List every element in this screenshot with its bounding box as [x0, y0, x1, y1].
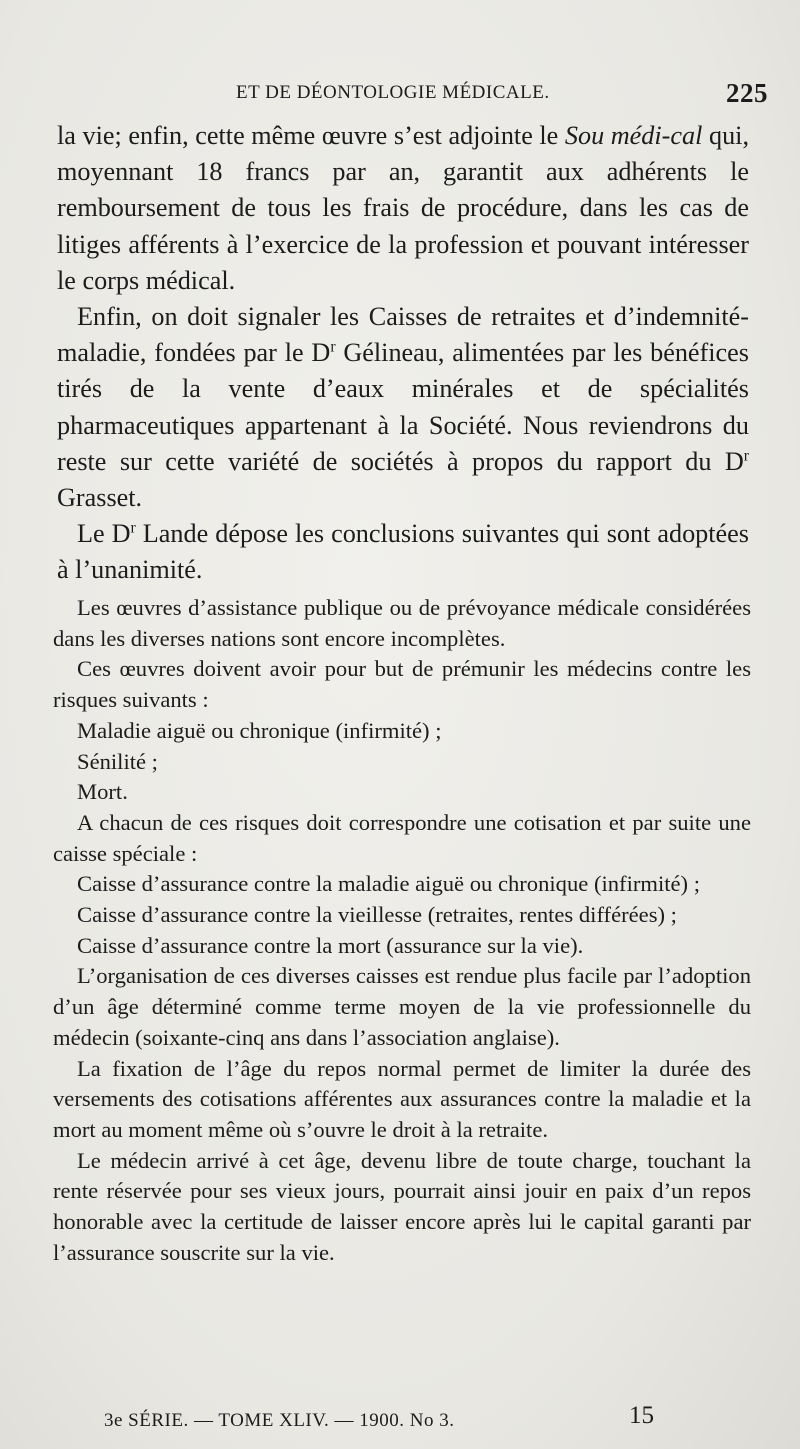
paragraph-lande: [57, 516, 749, 588]
conclusion-item: Caisse d’assurance contre la maladie aiguë ou chronique (infirmité) ;: [77, 871, 700, 897]
conclusion-item: Caisse d’assurance contre la vieillesse (retraites, rentes différées) ;: [77, 902, 677, 928]
running-title: ET DE DÉONTOLOGIE MÉDICALE.: [236, 82, 550, 103]
conclusion-item: Maladie aiguë ou chronique (infirmité) ;: [77, 717, 442, 743]
paragraph-sou-medical: [57, 118, 749, 299]
conclusion-item: Les œuvres d’assistance publique ou de prévoyance médicale considérées dans les diverses nations sont encore incomplètes.: [53, 595, 751, 651]
conclusion-item: Mort.: [77, 779, 128, 805]
text-segment: Lande dépose les conclusions suivantes qui sont adoptées à l’unanimité.: [57, 519, 749, 585]
paragraph-caisses-retraites: [57, 299, 749, 516]
text-segment: Enfin, on doit signaler les Caisses de retraites et d’indemnité-maladie, fondées par le D: [57, 302, 749, 368]
page-number: 225: [726, 78, 768, 108]
text-segment: Le D: [77, 519, 131, 549]
conclusions-block: [53, 593, 751, 1268]
text-segment: la vie; enfin, cette même œuvre s’est adjointe le: [57, 121, 565, 150]
text-segment: Grasset.: [57, 483, 143, 513]
page-footer: [104, 1402, 654, 1438]
text-segment: Gélineau, alimentées par les bénéfices tirés de la vente d’eaux minérales et de spécialités pharmaceutiques appartenant à la Société. Nous reviendrons du reste sur cette variété de sociétés à propos du rapport du D: [57, 338, 749, 476]
italic-term: Sou médi-cal: [564, 121, 703, 150]
sheet-number: 15: [629, 1402, 654, 1429]
conclusion-item: A chacun de ces risques doit correspondre une cotisation et par suite une caisse spéciale :: [53, 809, 751, 866]
superscript: r: [130, 519, 136, 537]
conclusion-item: Ces œuvres doivent avoir pour but de prémunir les médecins contre les risques suivants :: [53, 656, 751, 713]
page-header: [236, 78, 768, 112]
series-line: 3e SÉRIE. — TOME XLIV. — 1900. No 3.: [104, 1410, 455, 1431]
conclusion-item: Le médecin arrivé à cet âge, devenu libre de toute charge, touchant la rente réservée pour ses vieux jours, pourrait ainsi jouir en paix d’un repos honorable avec la certitude de laisser encore après lui le capital garanti par l’assurance souscrite sur la vie.: [53, 1147, 751, 1265]
conclusion-item: Sénilité ;: [77, 748, 158, 774]
superscript: r: [743, 447, 749, 465]
conclusion-item: L’organisation de ces diverses caisses est rendue plus facile par l’adoption d’un âge déterminé comme terme moyen de la vie professionnelle du médecin (soixante-cinq ans dans l’association anglaise).: [53, 963, 751, 1050]
conclusion-item: La fixation de l’âge du repos normal permet de limiter la durée des versements des cotisations afférentes aux assurances contre la maladie et la mort au moment même où s’ouvre le droit à la retraite.: [53, 1055, 751, 1142]
text-segment: qui, moyennant 18 francs par an, garantit aux adhérents le remboursement de tous les frais de procédure, dans les cas de litiges afférents à l’exercice de la profession et pouvant intéresser le corps médical.: [57, 121, 749, 295]
conclusion-item: Caisse d’assurance contre la mort (assurance sur la vie).: [77, 932, 584, 958]
main-text: [57, 118, 749, 589]
superscript: r: [330, 338, 336, 356]
